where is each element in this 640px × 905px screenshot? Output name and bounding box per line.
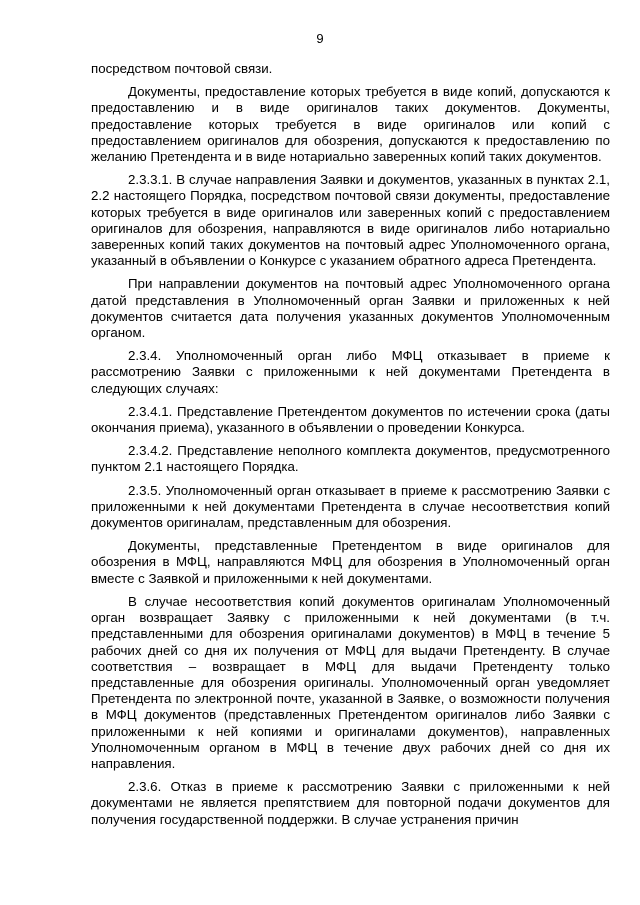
- document-body: [91, 61, 610, 835]
- page-number: 9: [316, 31, 324, 46]
- paragraph-2-3-3-1: 2.3.3.1. В случае направления Заявки и документов, указанных в пунктах 2.1, 2.2 настоящего Порядка, посредством почтовой связи документы, предоставление которых требуется в виде оригиналов или заверенных копий с предоставлением оригиналов для обозрения, направляются в виде оригиналов либо нотариально заверенных копий таких документов на почтовый адрес Уполномоченного органа, указанный в объявлении о Конкурсе с указанием обратного адреса Претендента.: [91, 172, 610, 269]
- paragraph-mismatch-return: В случае несоответствия копий документов оригиналам Уполномоченный орган возвращает Заявку с приложенными к ней документами (в т.ч. представленными для обозрения оригиналами документов) в МФЦ в течение 5 рабочих дней со дня их получения от МФЦ для выдачи Претенденту. В случае соответствия – возвращает в МФЦ для выдачи Претенденту только представленные для обозрения оригиналы. Уполномоченный орган уведомляет Претендента по электронной почте, указанной в Заявке, о возможности получения в МФЦ документов (представленных Претендентом оригиналов либо Заявки с приложенными к ней копиями и оригиналами документов), направленных Уполномоченным органом в МФЦ в течение двух рабочих дней со дня их направления.: [91, 593, 610, 771]
- paragraph-2-3-4: 2.3.4. Уполномоченный орган либо МФЦ отказывает в приеме к рассмотрению Заявки с приложенными к ней документами Претендента в следующих случаях:: [91, 348, 610, 396]
- paragraph-2-3-6: 2.3.6. Отказ в приеме к рассмотрению Заявки с приложенными к ней документами не является препятствием для повторной подачи документов для получения государственной поддержки. В случае устранения причин: [91, 779, 610, 827]
- paragraph-continuation: посредством почтовой связи.: [91, 61, 273, 76]
- paragraph-copies-originals: Документы, предоставление которых требуется в виде копий, допускаются к предоставлению и в виде оригиналов таких документов. Документы, предоставление которых требуется в виде оригиналов или копий с предоставлением оригиналов для обозрения, допускаются к предоставлению по желанию Претендента и в виде нотариально заверенных копий таких документов.: [91, 84, 610, 165]
- paragraph-postal-date: При направлении документов на почтовый адрес Уполномоченного органа датой представления в Уполномоченный орган Заявки и приложенных к ней документов считается дата получения указанных документов Уполномоченным органом.: [91, 276, 610, 341]
- paragraph-2-3-4-2: 2.3.4.2. Представление неполного комплекта документов, предусмотренного пунктом 2.1 настоящего Порядка.: [91, 443, 610, 475]
- paragraph-mfc-originals: Документы, представленные Претендентом в виде оригиналов для обозрения в МФЦ, направляются МФЦ для обозрения в Уполномоченный орган вместе с Заявкой и приложенными к ней документами.: [91, 538, 610, 586]
- paragraph-2-3-4-1: 2.3.4.1. Представление Претендентом документов по истечении срока (даты окончания приема), указанного в объявлении о проведении Конкурса.: [91, 403, 610, 436]
- paragraph-2-3-5: 2.3.5. Уполномоченный орган отказывает в приеме к рассмотрению Заявки с приложенными к ней документами Претендента в случае несоответствия копий документов оригиналам, представленным для обозрения.: [91, 482, 610, 531]
